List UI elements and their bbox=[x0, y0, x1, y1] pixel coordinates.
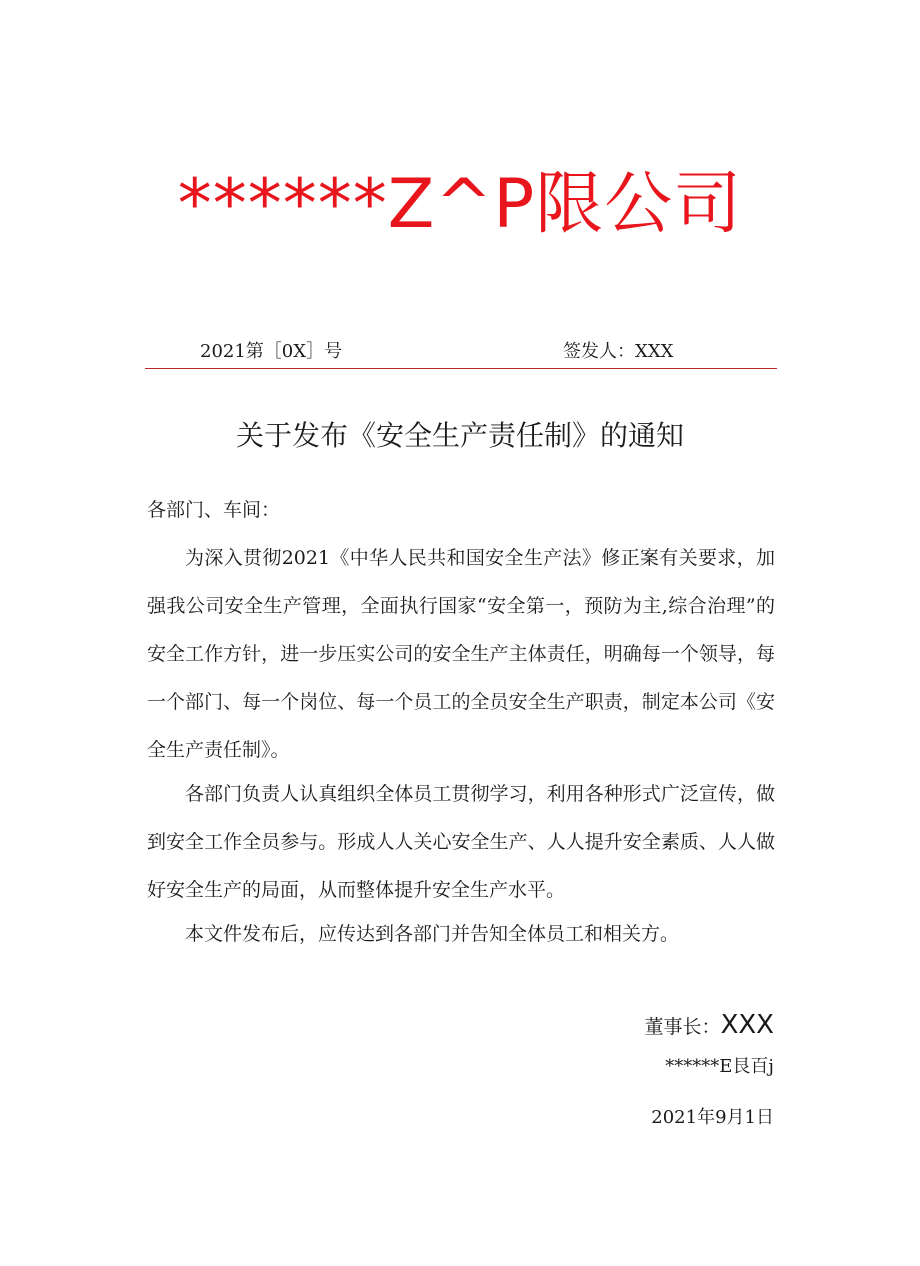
chairman-label: 董事长： bbox=[644, 1016, 721, 1038]
body-paragraph: 本文件发布后，应传达到各部门并告知全体员工和相关方。 bbox=[185, 923, 680, 945]
notice-title: 关于发布《安全生产责任制》的通知 bbox=[235, 419, 684, 452]
company-signature: ******E艮百j bbox=[665, 1056, 774, 1077]
chairman-name: XXX bbox=[720, 1010, 774, 1040]
body-paragraph: 为深入贯彻2021《中华人民共和国安全生产法》修正案有关要求，加强我公司安全生产管理，全面执行国家“安全第一，预防为主,综合治理”的安全工作方针，进一步压实公司的安全生产主体责任，明确每一个领导，每一个部门、每一个岗位、每一个员工的全员安全生产职责，制定本公司《安全生产责任制》。 bbox=[147, 547, 775, 761]
issue-date: 2021年9月1日 bbox=[651, 1107, 774, 1128]
issuer-signer: 签发人：XXX bbox=[563, 341, 674, 362]
header-divider bbox=[145, 368, 777, 369]
chairman-signature bbox=[645, 1005, 774, 1047]
company-letterhead-title: ******Z^P限公司 bbox=[177, 165, 743, 244]
body-paragraph: 各部门负责人认真组织全体员工贯彻学习，利用各种形式广泛宣传，做到安全工作全员参与。形成人人关心安全生产、人人提升安全素质、人人做好安全生产的局面，从而整体提升安全生产水平。 bbox=[147, 783, 775, 901]
document-number: 2021第［0X］号 bbox=[200, 341, 343, 362]
salutation: 各部门、车间： bbox=[147, 499, 281, 521]
